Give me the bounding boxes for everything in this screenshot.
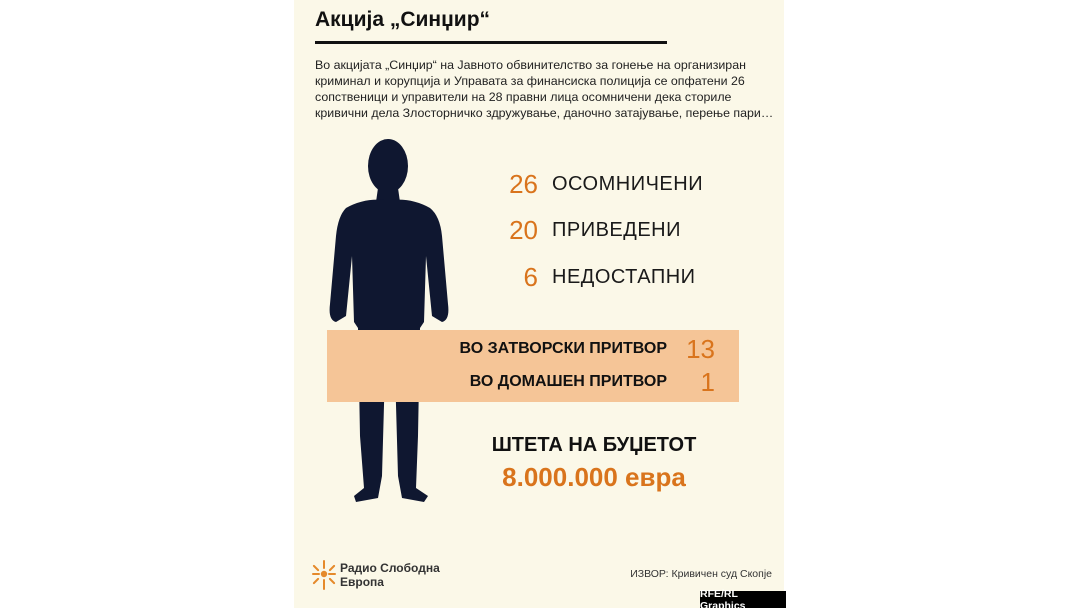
detention-band — [327, 330, 739, 402]
intro-paragraph: Во акцијата „Синџир“ на Јавното обвинителство за гонење на организиран криминал и корупција и Управата за финансиска полиција се опфатени 26 сопственици и управители на 28 правни лица осомничени дека сториле кривични дела Злосторничко здружување, даночно затајување, перење пари… — [315, 58, 774, 120]
stat-suspects — [494, 167, 703, 201]
stat-label: ПРИВЕДЕНИ — [552, 218, 681, 241]
rfe-sunburst-icon — [312, 560, 336, 590]
title-underline — [315, 41, 667, 44]
stat-value: 6 — [523, 261, 538, 292]
detention-value: 1 — [700, 366, 715, 397]
detention-value: 13 — [686, 333, 715, 364]
credit-badge: RFE/RL Graphics — [700, 591, 786, 608]
logo-wordmark — [340, 561, 440, 589]
damage-value: 8.000.000 евра — [502, 462, 686, 492]
infographic-panel — [294, 0, 784, 608]
detention-label: ВО ЗАТВОРСКИ ПРИТВОР — [459, 340, 667, 357]
detention-prison-row — [460, 335, 715, 363]
source-note: ИЗВОР: Кривичен суд Скопје — [630, 568, 772, 580]
detention-house-row — [470, 368, 715, 396]
stat-label: НЕДОСТАПНИ — [552, 265, 696, 288]
stat-value: 20 — [509, 214, 538, 245]
rfe-logo — [312, 560, 440, 590]
logo-line-2: Европа — [340, 575, 384, 589]
stat-unavailable — [494, 260, 696, 294]
page-title: Акција „Синџир“ — [315, 8, 491, 31]
detention-label: ВО ДОМАШЕН ПРИТВОР — [469, 373, 667, 390]
damage-title: ШТЕТА НА БУЏЕТОТ — [491, 434, 697, 456]
man-silhouette-icon — [324, 136, 454, 506]
stat-label: ОСОМНИЧЕНИ — [552, 172, 704, 195]
logo-line-1: Радио Слободна — [340, 561, 440, 575]
stat-detained — [494, 213, 681, 247]
stat-value: 26 — [509, 168, 538, 199]
